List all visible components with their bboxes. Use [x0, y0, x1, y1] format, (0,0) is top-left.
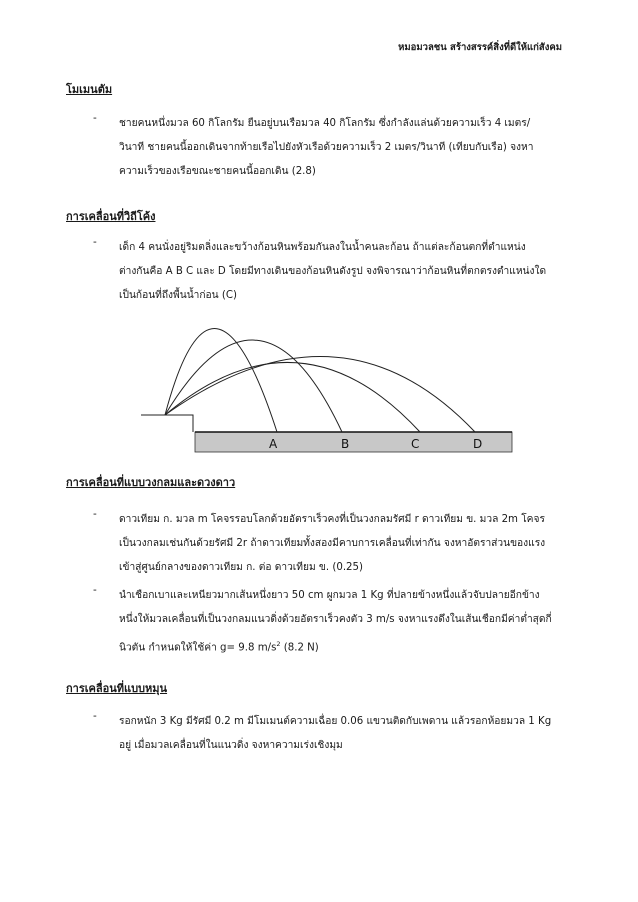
- section-title-rotation: การเคลื่อนที่แบบหมุน: [66, 682, 168, 695]
- trajectory-a: [165, 329, 277, 432]
- problem-line: วินาที ชายคนนี้ออกเดินจากท้ายเรือไปยังหัวเรือด้วยความเร็ว 2 เมตร/วินาที (เทียบกับเรือ) จงหา: [119, 142, 534, 153]
- problem-line: ชายคนหนึ่งมวล 60 กิโลกรัม ยืนอยู่บนเรือมวล 40 กิโลกรัม ซึ่งกำลังแล่นด้วยความเร็ว 4 เมตร/: [119, 118, 531, 129]
- section-title-circular: การเคลื่อนที่แบบวงกลมและดวงดาว: [66, 476, 236, 489]
- bullet-dash: -: [93, 236, 97, 248]
- text-after: (8.2 N): [280, 642, 319, 654]
- page-header: หมอมวลชน สร้างสรรค์สิ่งที่ดีให้แก่สังคม: [398, 42, 562, 53]
- trajectory-c: [165, 362, 420, 432]
- text-before: นิวตัน กำหนดให้ใช้ค่า g= 9.8 m/s: [119, 642, 277, 654]
- problem-line: ดาวเทียม ก. มวล m โคจรรอบโลกด้วยอัตราเร็วคงที่เป็นวงกลมรัศมี r ดาวเทียม ข. มวล 2m โคจร: [119, 514, 545, 525]
- water-strip: [195, 432, 512, 452]
- problem-line: ความเร็วของเรือขณะชายคนนี้ออกเดิน (2.8): [119, 166, 316, 177]
- trajectory-figure: [135, 312, 520, 457]
- bullet-dash: -: [93, 112, 97, 124]
- label-d: D: [473, 437, 483, 451]
- problem-line: หนึ่งให้มวลเคลื่อนที่เป็นวงกลมแนวดิ่งด้วยอัตราเร็วคงตัว 3 m/s จงหาแรงดึงในเส้นเชือกมีค่าต่ำสุดกี่: [119, 614, 552, 625]
- problem-line: เป็นก้อนที่ถึงพื้นน้ำก่อน (C): [119, 290, 237, 301]
- section-title-momentum: โมเมนตัม: [66, 83, 113, 96]
- river-bank: [141, 415, 193, 432]
- problem-line: เข้าสู่ศูนย์กลางของดาวเทียม ก. ต่อ ดาวเทียม ข. (0.25): [119, 562, 363, 573]
- problem-line-with-unit: [119, 632, 569, 656]
- trajectory-d: [165, 356, 475, 432]
- label-c: C: [411, 437, 420, 451]
- problem-line: นำเชือกเบาและเหนียวมากเส้นหนึ่งยาว 50 cm ผูกมวล 1 Kg ที่ปลายข้างหนึ่งแล้วจับปลายอีกข้าง: [119, 590, 540, 601]
- problem-line: รอกหนัก 3 Kg มีรัศมี 0.2 m มีโมเมนต์ความเฉื่อย 0.06 แขวนติดกับเพดาน แล้วรอกห้อยมวล 1 Kg: [119, 716, 552, 727]
- superscript-exponent: 2: [276, 640, 281, 648]
- bullet-dash: -: [93, 710, 97, 722]
- section-title-projectile: การเคลื่อนที่วิถีโค้ง: [66, 210, 156, 223]
- problem-line: ต่างกันคือ A B C และ D โดยมีทางเดินของก้อนหินดังรูป จงพิจารณาว่าก้อนหินที่ตกตรงตำแหน่งใด: [119, 266, 547, 277]
- bullet-dash: -: [93, 584, 97, 596]
- label-a: A: [269, 437, 278, 451]
- problem-line: เด็ก 4 คนนั่งอยู่ริมตลิ่งและขว้างก้อนหินพร้อมกันลงในน้ำคนละก้อน ถ้าแต่ละก้อนตกที่ตำแหน่ง: [119, 242, 526, 253]
- bullet-dash: -: [93, 508, 97, 520]
- problem-line: เป็นวงกลมเช่นกันด้วยรัศมี 2r ถ้าดาวเทียมทั้งสองมีคาบการเคลื่อนที่เท่ากัน จงหาอัตราส่วนของแรง: [119, 538, 546, 549]
- trajectory-b: [165, 340, 342, 432]
- problem-line: อยู่ เมื่อมวลเคลื่อนที่ในแนวดิ่ง จงหาความเร่งเชิงมุม: [119, 740, 343, 751]
- label-b: B: [341, 437, 350, 451]
